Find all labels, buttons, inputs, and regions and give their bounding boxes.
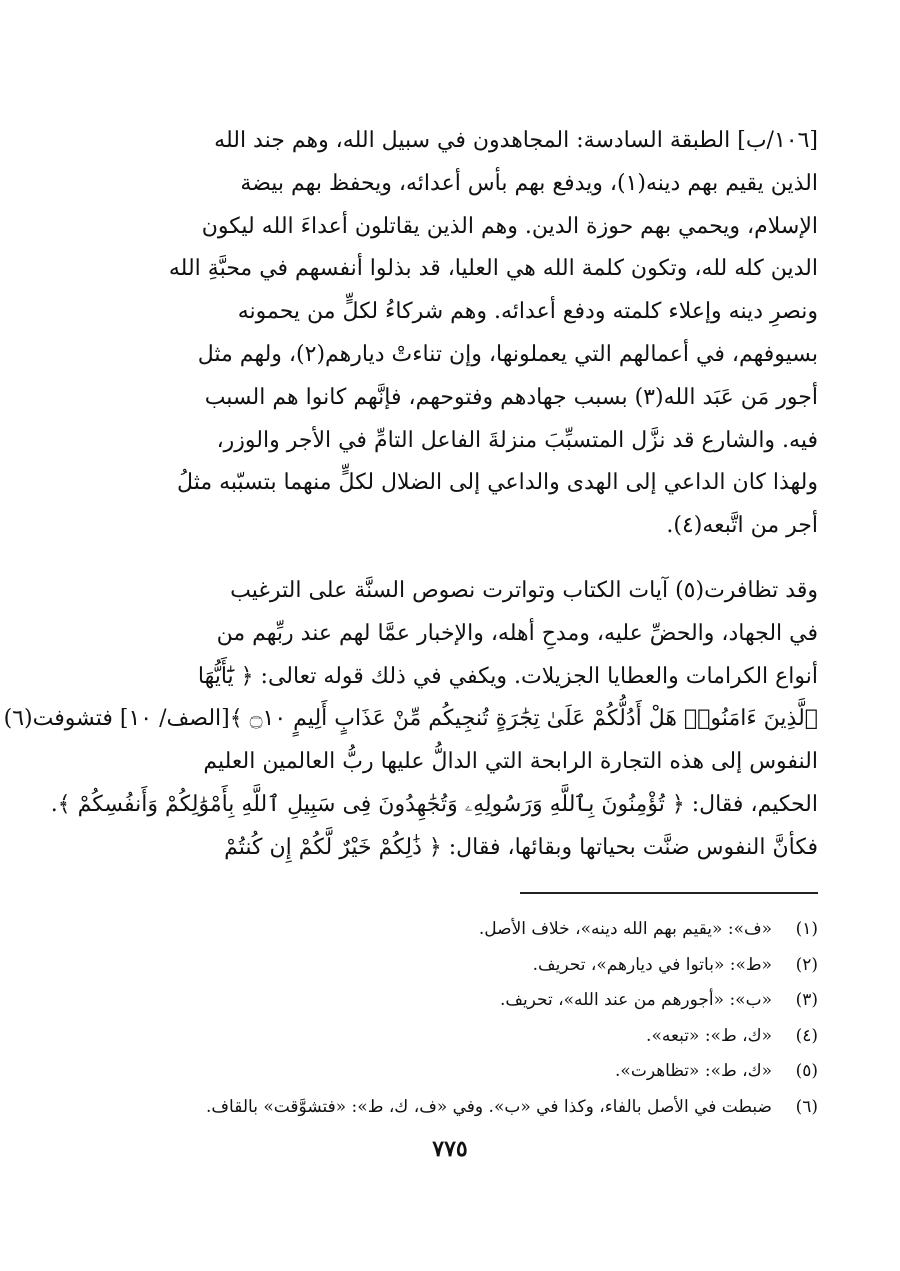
text-line: وقد تظافرت(٥) آيات الكتاب وتواترت نصوص السنَّة على الترغيب	[230, 578, 818, 603]
text-line: ولهذا كان الداعي إلى الهدى والداعي إلى الضلال لكلٍّ منهما بتسبّبه مثلُ	[177, 470, 818, 496]
footnotes	[118, 912, 818, 1125]
footnote-item	[118, 1054, 818, 1090]
text-line: أنواع الكرامات والعطايا الجزيلات. ويكفي في ذلك قوله تعالى: ﴿ يَٰٓأَيُّهَا	[197, 663, 818, 689]
quran-verse-line: ٱلَّذِينَ ءَامَنُوا۟ هَلْ أَدُلُّكُمْ عَلَىٰ تِجَٰرَةٍ تُنجِيكُم مِّنْ عَذَابٍ أَلِيمٍ ۝١٠ ﴾[الصف/ ١٠] فتشوفت(٦)	[3, 706, 818, 732]
footnote-text: «ك، ط»: «تبعه».	[646, 1025, 772, 1046]
footnote-item	[118, 1090, 818, 1126]
footnote-text: «ك، ط»: «تظاهرت».	[615, 1061, 772, 1081]
text-line: في الجهاد، والحضِّ عليه، ومدحِ أهله، والإخبار عمَّا لهم عند ربِّهم من	[216, 620, 818, 646]
text-line: الدين كله لله، وتكون كلمة الله هي العليا، قد بذلوا أنفسهم في محبَّةِ الله	[168, 256, 818, 282]
footnote-number: (٣)	[795, 990, 818, 1010]
footnote-number: (٥)	[795, 1061, 818, 1081]
text-line: أجور مَن عَبَد الله(٣) بسبب جهادهم وفتوحهم، فإنَّهم كانوا هم السبب	[204, 384, 818, 410]
footnote-number: (٤)	[795, 1025, 818, 1046]
footnote-item	[118, 912, 818, 948]
footnote-item	[118, 1019, 818, 1055]
text-line: الذين يقيم بهم دينه(١)، ويدفع بهم بأس أعدائه، ويحفظ بهم بيضة	[240, 170, 818, 196]
footnote-text: «ط»: «باتوا في ديارهم»، تحريف.	[532, 954, 772, 975]
text-line: ونصرِ دينه وإعلاء كلمته ودفع أعدائه. وهم شركاءُ لكلٍّ من يحمونه	[237, 299, 818, 325]
page-number: ٧٧٥	[432, 1136, 468, 1162]
text-line: بسيوفهم، في أعمالهم التي يعملونها، وإن تناءتْ ديارهم(٢)، ولهم مثل	[197, 341, 818, 367]
footnote-item	[118, 948, 818, 984]
footnote-number: (١)	[795, 919, 818, 939]
quran-verse-line: فكأنَّ النفوس ضنَّت بحياتها وبقائها، فقال: ﴿ ذَٰلِكُمْ خَيْرٌ لَّكُمْ إِن كُنتُمْ	[224, 834, 818, 860]
text-line: [١٠٦/ب] الطبقة السادسة: المجاهدون في سبيل الله، وهم جند الله	[214, 128, 818, 153]
main-paragraph-1	[118, 120, 818, 548]
footnote-number: (٦)	[795, 1096, 818, 1117]
main-paragraph-2	[3, 570, 818, 870]
footnote-item	[118, 983, 818, 1019]
footnote-number: (٢)	[795, 954, 818, 975]
footnote-divider	[520, 892, 818, 894]
quran-verse-line: الحكيم، فقال: ﴿ تُؤْمِنُونَ بِٱللَّهِ وَرَسُولِهِۦ وَتُجَٰهِدُونَ فِى سَبِيلِ ٱللَّهِ بِأَمْوَٰلِكُمْ وَأَنفُسِكُمْ ﴾.	[50, 791, 818, 817]
text-line: أجر من اتَّبعه(٤).	[666, 513, 818, 539]
text-line: النفوس إلى هذه التجارة الرابحة التي الدالُّ عليها ربُّ العالمين العليم	[203, 749, 818, 775]
text-line: الإسلام، ويحمي بهم حوزة الدين. وهم الذين يقاتلون أعداءَ الله ليكون	[201, 213, 818, 239]
footnote-text: «ب»: «أجورهم من عند الله»، تحريف.	[499, 990, 772, 1010]
footnote-text: «ف»: «يقيم بهم الله دينه»، خلاف الأصل.	[478, 919, 772, 939]
text-line: فيه. والشارع قد نزَّل المتسبِّبَ منزلةَ الفاعل التامِّ في الأجر والوزر،	[216, 427, 818, 453]
footnote-text: ضبطت في الأصل بالفاء، وكذا في «ب». وفي «ف، ك، ط»: «فتشوَّقت» بالقاف.	[206, 1096, 772, 1117]
